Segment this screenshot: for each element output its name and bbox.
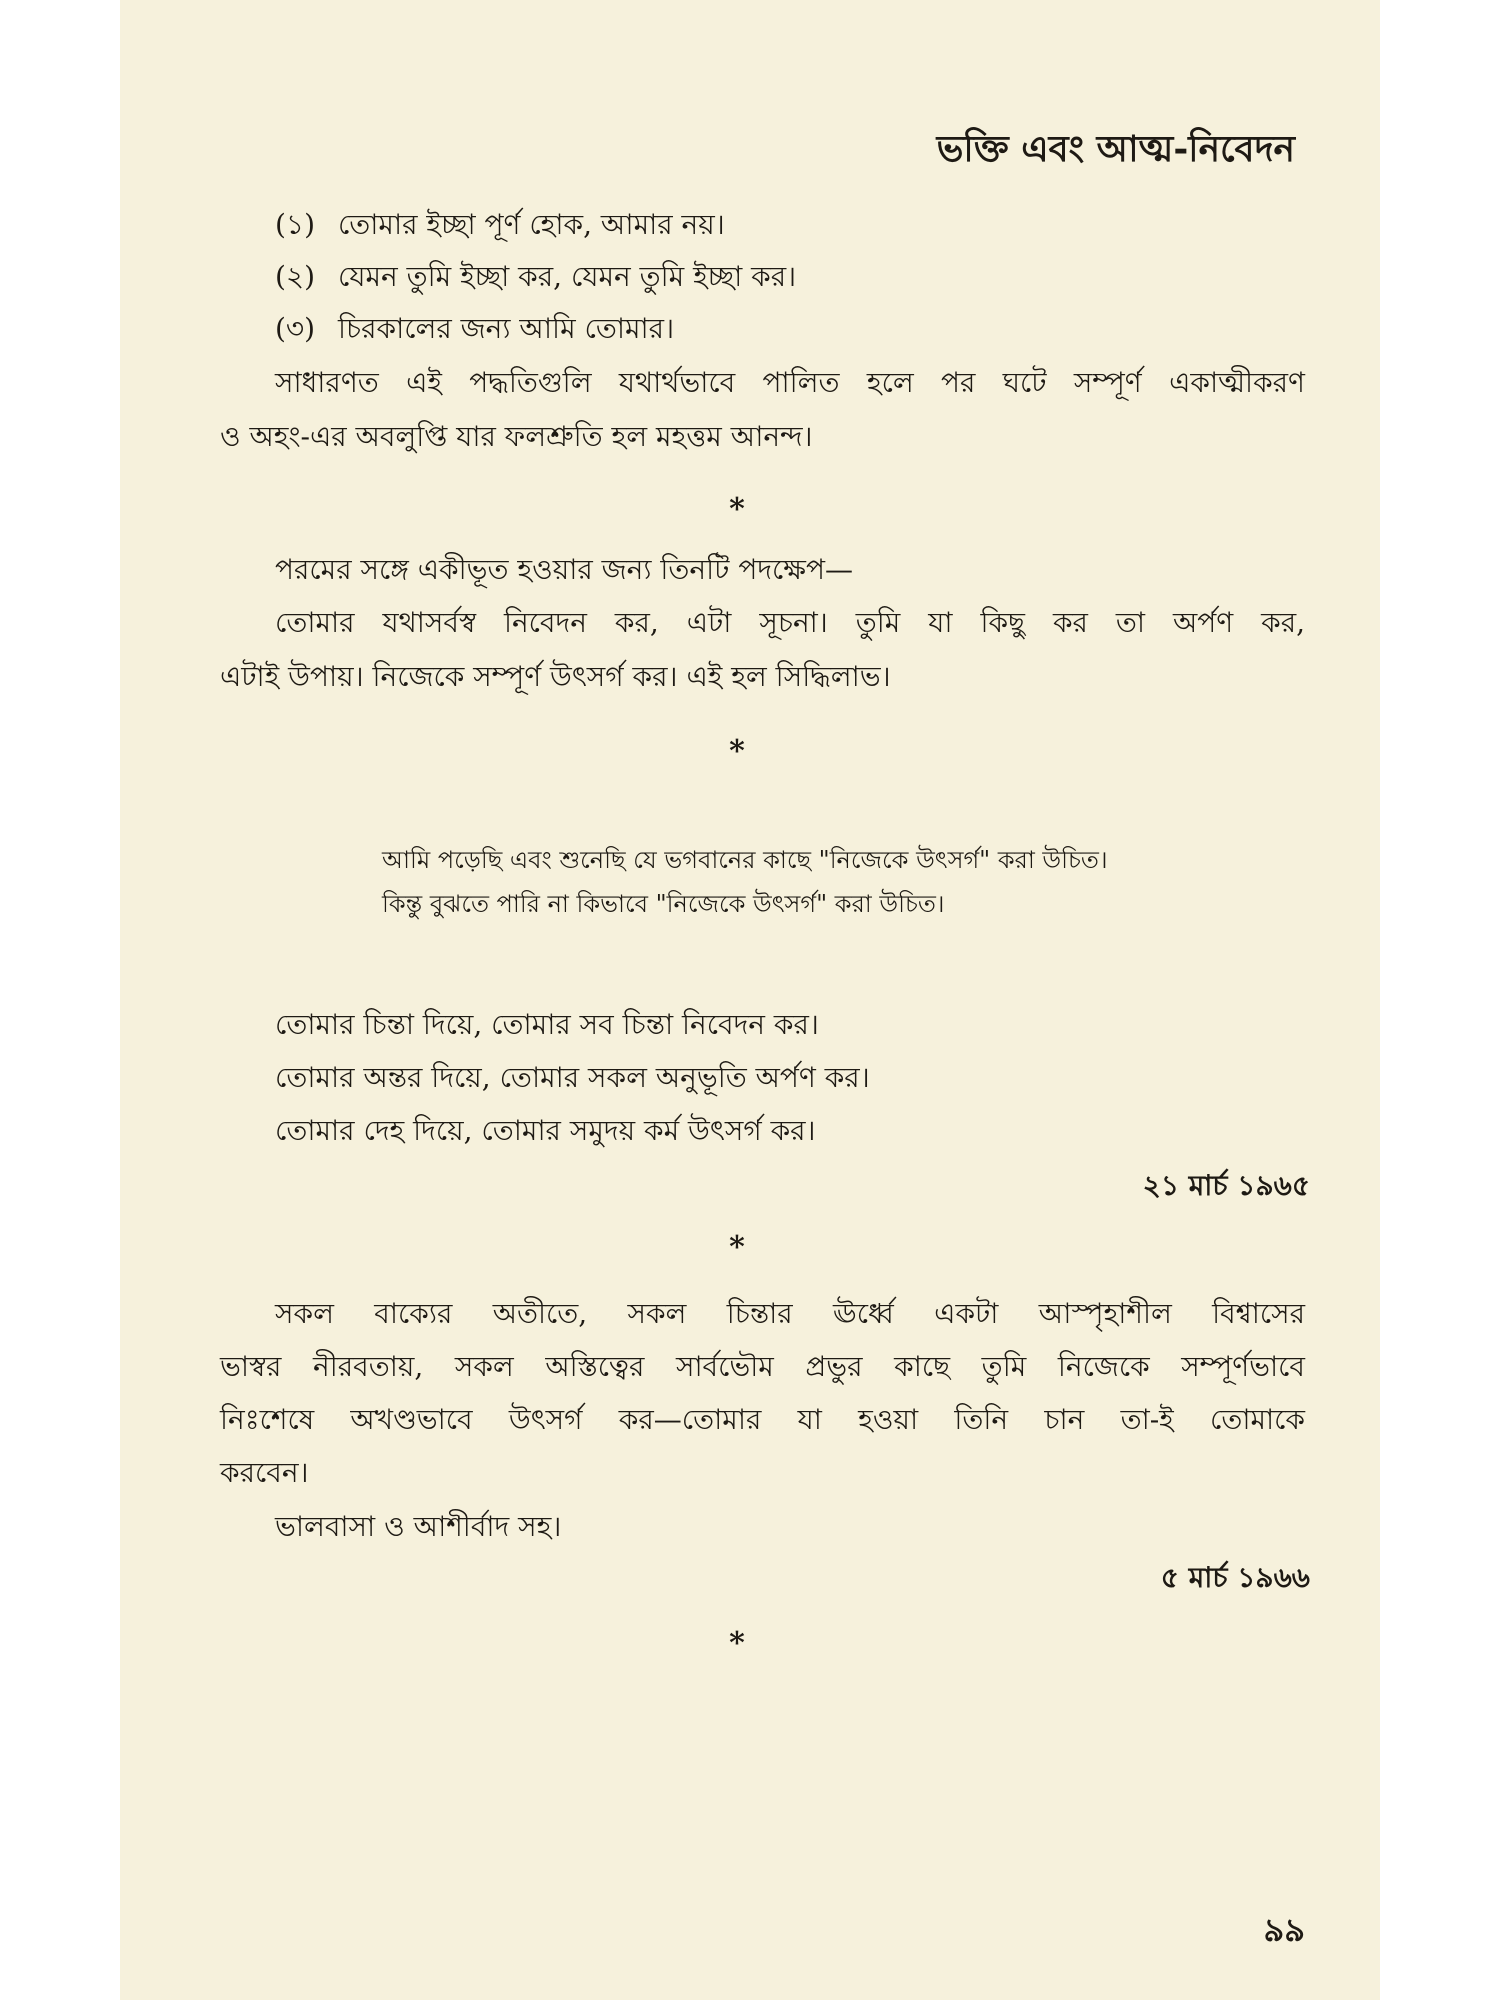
list-item-2 [275,260,796,294]
para1-line1: সাধারণত এই পদ্ধতিগুলি যথার্থভাবে পালিত হলে পর ঘটে সম্পূর্ণ একাত্মীকরণ [275,366,1305,399]
answer-line1: তোমার চিন্তা দিয়ে, তোমার সব চিন্তা নিবেদন কর। [275,1008,819,1041]
separator-4: * [729,1626,745,1661]
quote-line2: কিন্তু বুঝতে পারি না কিভাবে "নিজেকে উৎসর্গ" করা উচিত। [382,890,945,918]
list-item-2-text: যেমন তুমি ইচ্ছা কর, যেমন তুমি ইচ্ছা কর। [337,260,797,293]
answer-line3: তোমার দেহ দিয়ে, তোমার সমুদয় কর্ম উৎসর্গ কর। [275,1114,816,1147]
para2-line3: এটাই উপায়। নিজেকে সম্পূর্ণ উৎসর্গ কর। এই হল সিদ্ধিলাভ। [220,660,891,693]
separator-3: * [729,1230,745,1265]
para1-line2: ও অহং-এর অবলুপ্তি যার ফলশ্রুতি হল মহত্তম আনন্দ। [220,420,813,453]
list-item-3-number: (৩) [275,312,316,345]
page-header-title: ভক্তি এবং আত্ম-নিবেদন [936,128,1295,170]
para3-line2: ভাস্বর নীরবতায়, সকল অস্তিত্বের সার্বভৌম প্রভুর কাছে তুমি নিজেকে সম্পূর্ণভাবে [220,1350,1305,1383]
answer-line2: তোমার অন্তর দিয়ে, তোমার সকল অনুভূতি অর্পণ কর। [275,1061,870,1094]
list-item-1 [275,208,725,242]
book-page [120,0,1380,2000]
list-item-3 [275,312,674,346]
separator-2: * [729,734,745,769]
list-item-1-number: (১) [275,208,316,241]
para3-line1: সকল বাক্যের অতীতে, সকল চিন্তার ঊর্ধ্বে একটা আস্পৃহাশীল বিশ্বাসের [275,1297,1305,1330]
para3-line3: নিঃশেষে অখণ্ডভাবে উৎসর্গ কর—তোমার যা হওয়া তিনি চান তা-ই তোমাকে [220,1403,1305,1436]
para3-line5: ভালবাসা ও আশীর্বাদ সহ। [275,1510,562,1543]
quote-line1: আমি পড়েছি এবং শুনেছি যে ভগবানের কাছে "নিজেকে উৎসর্গ" করা উচিত। [382,846,1108,874]
list-item-1-text: তোমার ইচ্ছা পূর্ণ হোক, আমার নয়। [337,208,725,241]
separator-1: * [729,492,745,527]
para2-line1: পরমের সঙ্গে একীভূত হওয়ার জন্য তিনটি পদক্ষেপ— [275,553,853,586]
list-item-2-number: (২) [275,260,316,293]
para3-line4: করবেন। [220,1456,309,1489]
date-2: ৫ মার্চ ১৯৬৬ [1160,1561,1310,1594]
page-number: ৯৯ [1263,1911,1305,1949]
para2-line2: তোমার যথাসর্বস্ব নিবেদন কর, এটা সূচনা। তুমি যা কিছু কর তা অর্পণ কর, [275,606,1305,639]
date-1: ২১ মার্চ ১৯৬৫ [1142,1169,1310,1202]
list-item-3-text: চিরকালের জন্য আমি তোমার। [337,312,675,345]
